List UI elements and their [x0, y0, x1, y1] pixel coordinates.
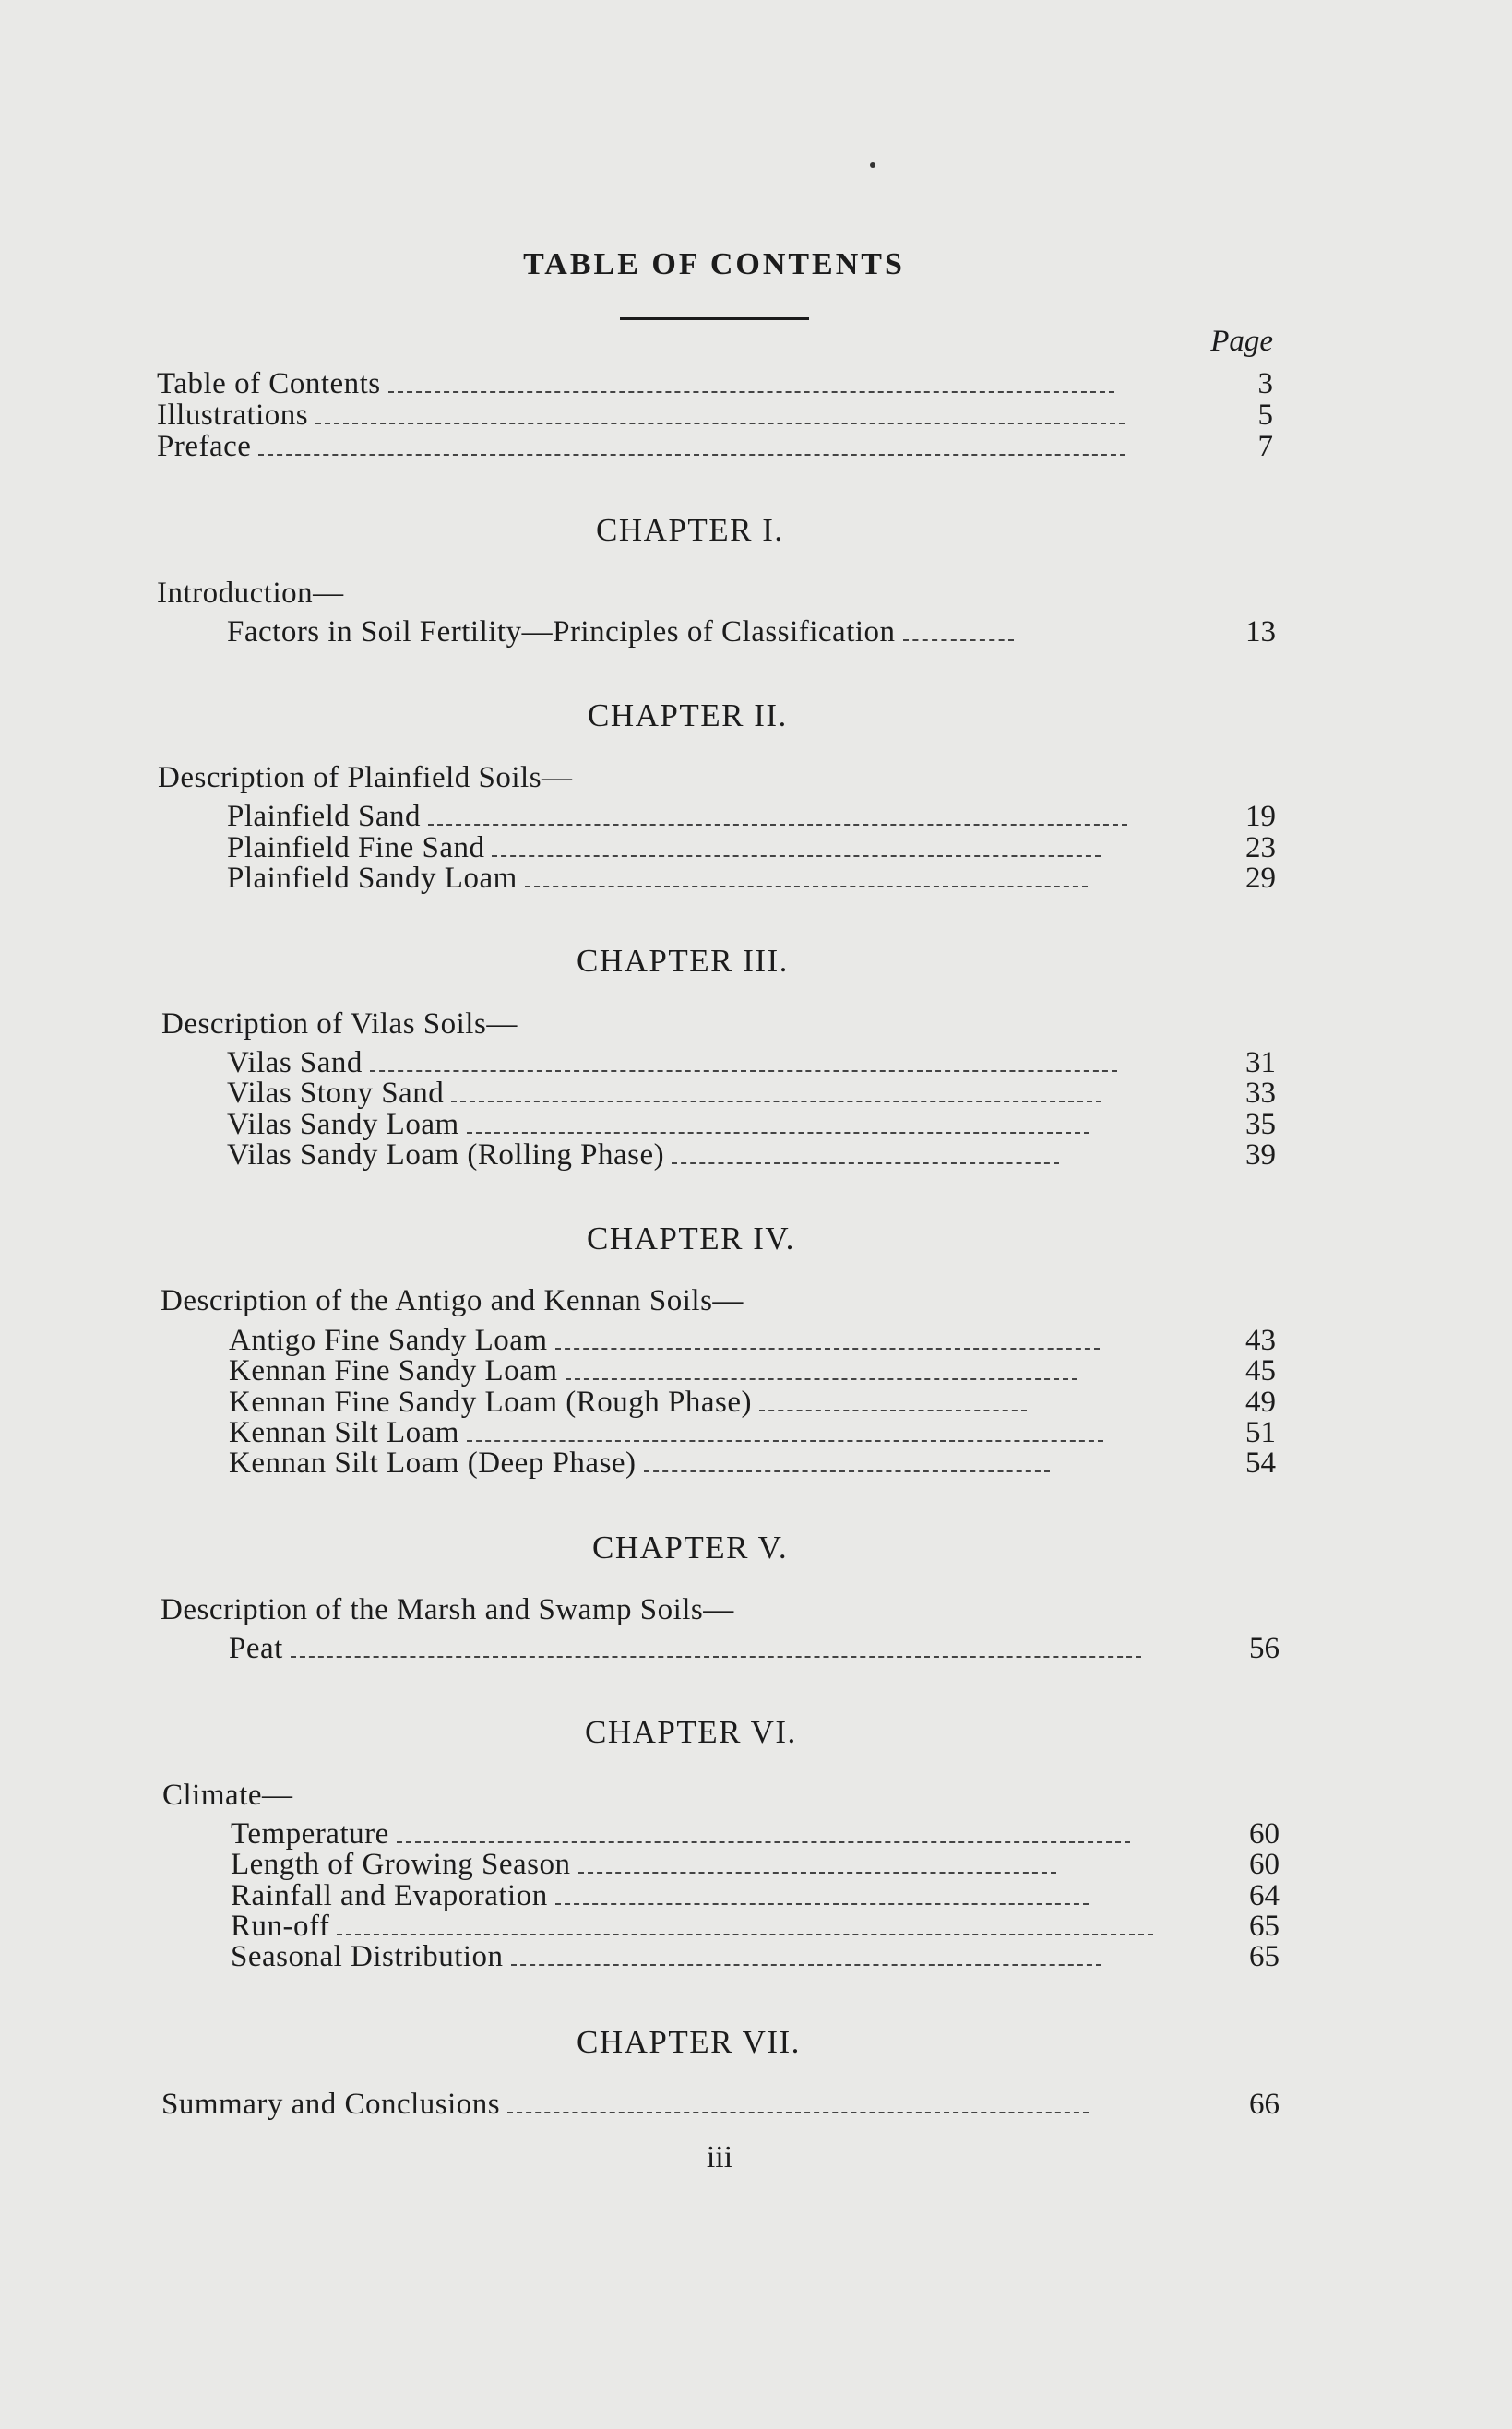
toc-entry-text: Vilas Sand: [227, 1046, 363, 1079]
dot-leader: [397, 1841, 1130, 1843]
toc-entry-page: 49: [1245, 1386, 1276, 1419]
toc-entry: [231, 1939, 1101, 1974]
toc-entry-page: 56: [1249, 1632, 1280, 1665]
toc-entry-page: 35: [1245, 1108, 1276, 1141]
toc-entry-text: Vilas Sandy Loam: [227, 1108, 459, 1141]
toc-entry-page: 60: [1249, 1848, 1280, 1881]
toc-entry: [229, 1353, 1077, 1388]
chapter-heading: CHAPTER VII.: [577, 2024, 801, 2060]
toc-entry-text: Antigo Fine Sandy Loam: [229, 1324, 548, 1357]
dot-leader: [644, 1470, 1050, 1472]
toc-entry-text: Kennan Fine Sandy Loam: [229, 1354, 558, 1387]
toc-entry-text: Plainfield Sand: [227, 800, 422, 833]
toc-entry-text: Vilas Stony Sand: [227, 1077, 445, 1110]
dot-leader: [555, 1903, 1089, 1905]
chapter-heading: CHAPTER I.: [596, 512, 784, 548]
toc-entry: [157, 398, 1125, 433]
toc-entry-page: 3: [1257, 367, 1273, 400]
chapter-heading: CHAPTER VI.: [585, 1714, 797, 1750]
title-rule: [620, 317, 809, 320]
dot-leader: [370, 1070, 1117, 1072]
dot-leader: [492, 855, 1101, 857]
toc-entry-page: 29: [1245, 862, 1276, 895]
dot-leader: [903, 639, 1014, 641]
toc-entry-text: Rainfall and Evaporation: [231, 1879, 548, 1912]
toc-entry: [227, 1137, 1059, 1173]
toc-entry-text: Vilas Sandy Loam (Rolling Phase): [227, 1138, 665, 1172]
toc-entry-text: Run-off: [231, 1910, 330, 1943]
toc-entry-text: Kennan Fine Sandy Loam (Rough Phase): [229, 1386, 752, 1419]
chapter-heading: CHAPTER III.: [577, 943, 789, 979]
toc-entry: [229, 1631, 1141, 1666]
section-group-title: Description of the Marsh and Swamp Soils—: [161, 1593, 734, 1626]
toc-entry-text: Kennan Silt Loam: [229, 1416, 459, 1449]
toc-entry-text: Summary and Conclusions: [161, 2088, 501, 2121]
toc-entry: [157, 366, 1114, 401]
toc-entry-text: Plainfield Sandy Loam: [227, 862, 518, 895]
toc-entry-page: 60: [1249, 1817, 1280, 1851]
toc-entry: [227, 614, 1014, 649]
toc-entry-text: Temperature: [231, 1817, 389, 1851]
dot-leader: [315, 423, 1125, 424]
toc-entry: [231, 1847, 1056, 1882]
toc-entry-text: Plainfield Fine Sand: [227, 831, 485, 864]
chapter-heading: CHAPTER IV.: [587, 1220, 795, 1256]
dot-leader: [511, 1964, 1101, 1966]
toc-entry-text: Peat: [229, 1632, 283, 1665]
ink-speck: [870, 162, 875, 168]
toc-entry-text: Kennan Silt Loam (Deep Phase): [229, 1447, 637, 1480]
section-group-title: Description of Vilas Soils—: [161, 1007, 518, 1041]
toc-entry: [161, 2087, 1089, 2122]
dot-leader: [388, 391, 1114, 393]
chapter-heading: CHAPTER II.: [588, 697, 788, 733]
toc-entry-page: 39: [1245, 1138, 1276, 1172]
dot-leader: [555, 1348, 1100, 1350]
section-group-title: Introduction—: [157, 577, 344, 610]
toc-entry: [227, 1076, 1101, 1111]
toc-entry-text: Factors in Soil Fertility—Principles of Classification: [227, 615, 896, 649]
toc-entry-page: 45: [1245, 1354, 1276, 1387]
dot-leader: [428, 824, 1127, 826]
toc-entry-page: 31: [1245, 1046, 1276, 1079]
toc-entry-page: 54: [1245, 1447, 1276, 1480]
toc-entry: [227, 799, 1127, 834]
toc-entry-page: 43: [1245, 1324, 1276, 1357]
dot-leader: [258, 454, 1125, 456]
toc-entry-text: Length of Growing Season: [231, 1848, 571, 1881]
toc-entry-page: 65: [1249, 1910, 1280, 1943]
toc-entry-page: 23: [1245, 831, 1276, 864]
section-group-title: Description of Plainfield Soils—: [158, 761, 573, 794]
dot-leader: [467, 1132, 1089, 1134]
toc-entry-page: 65: [1249, 1940, 1280, 1973]
dot-leader: [759, 1410, 1027, 1411]
dot-leader: [578, 1872, 1056, 1874]
toc-entry-text: Seasonal Distribution: [231, 1940, 504, 1973]
dot-leader: [507, 2112, 1089, 2113]
toc-entry-text: Preface: [157, 430, 252, 463]
toc-entry-page: 64: [1249, 1879, 1280, 1912]
page-title: TABLE OF CONTENTS: [523, 247, 905, 281]
dot-leader: [672, 1162, 1059, 1164]
toc-entry-page: 7: [1257, 430, 1273, 463]
toc-entry-page: 5: [1257, 399, 1273, 432]
toc-entry-text: Illustrations: [157, 399, 309, 432]
dot-leader: [467, 1440, 1103, 1442]
dot-leader: [337, 1934, 1153, 1935]
section-group-title: Description of the Antigo and Kennan Soils—: [161, 1284, 744, 1317]
toc-entry: [157, 429, 1125, 464]
toc-entry-text: Table of Contents: [157, 367, 381, 400]
toc-entry-page: 51: [1245, 1416, 1276, 1449]
toc-entry-page: 13: [1245, 615, 1276, 649]
dot-leader: [566, 1378, 1077, 1380]
chapter-heading: CHAPTER V.: [592, 1530, 789, 1566]
toc-entry-page: 66: [1249, 2088, 1280, 2121]
toc-entry-page: 19: [1245, 800, 1276, 833]
toc-entry: [227, 861, 1088, 896]
section-group-title: Climate—: [162, 1779, 293, 1812]
toc-entry-page: 33: [1245, 1077, 1276, 1110]
dot-leader: [451, 1101, 1101, 1102]
page-folio: iii: [706, 2140, 733, 2174]
toc-entry: [229, 1446, 1050, 1481]
dot-leader: [525, 886, 1088, 887]
dot-leader: [291, 1656, 1141, 1658]
page-column-label: Page: [1210, 325, 1273, 358]
